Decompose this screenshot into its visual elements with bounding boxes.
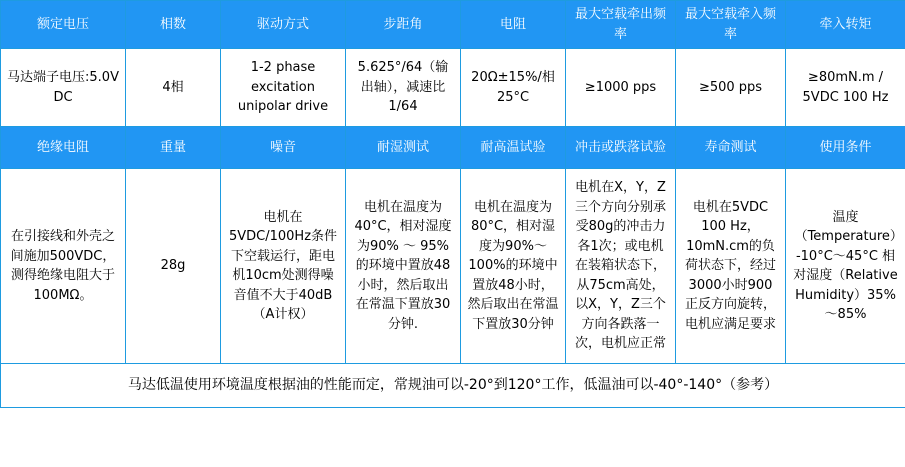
header-high-temperature-test (461, 127, 566, 169)
header-weight (126, 127, 221, 169)
header-noise (221, 127, 346, 169)
value-cell-text: 温度（Temperature）-10°C～45°C 相对湿度（Relative Humidity）35%～85% (793, 209, 898, 322)
header-cell-text: 驱动方式 (256, 16, 309, 32)
header-step-angle (346, 1, 461, 49)
header-cell-text: 冲击或跌落试验 (574, 139, 666, 155)
header-resistance (461, 1, 566, 49)
value-shock-drop-test (566, 169, 676, 364)
header-cell-text: 重量 (159, 139, 186, 155)
value-high-temperature-test (461, 169, 566, 364)
value-cell-text: 20Ω±15%/相 25°C (471, 70, 555, 105)
header-pullin-torque (786, 1, 905, 49)
header-shock-drop-test (566, 127, 676, 169)
value-max-pullin-frequency (676, 49, 786, 127)
value-cell-text: 马达端子电压:5.0V DC (7, 70, 119, 105)
header-cell-text: 牵入转矩 (819, 16, 872, 32)
header-cell-text: 寿命测试 (704, 139, 757, 155)
header-cell-text: 噪音 (269, 139, 296, 155)
header-operating-conditions (786, 127, 905, 169)
header-life-test (676, 127, 786, 169)
value-operating-conditions (786, 169, 905, 364)
header-cell-text: 使用条件 (819, 139, 872, 155)
value-humidity-test (346, 169, 461, 364)
header-cell-text: 额定电压 (36, 16, 89, 32)
header-insulation-resistance (1, 127, 126, 169)
header-cell-text: 步距角 (383, 16, 423, 32)
header-cell-text: 电阻 (499, 16, 526, 32)
header-cell-text: 相数 (159, 16, 186, 32)
table-header-row-1 (1, 1, 905, 49)
value-cell-text: 电机在5VDC 100 Hz，10mN.cm的负荷状态下，经过3000小时900 正反方向旋转，电机应满足要求 (684, 199, 776, 332)
value-cell-text: 5.625°/64（输出轴），减速比1/64 (357, 60, 449, 115)
value-cell-text: 1-2 phase excitation unipolar drive (237, 60, 329, 115)
header-humidity-test (346, 127, 461, 169)
value-cell-text: 28g (160, 258, 186, 274)
value-pullin-torque (786, 49, 905, 127)
value-step-angle (346, 49, 461, 127)
header-max-pullout-frequency (566, 1, 676, 49)
value-rated-voltage (1, 49, 126, 127)
table-footer-row (1, 364, 905, 408)
footer-note (1, 364, 905, 408)
value-phase-count (126, 49, 221, 127)
value-resistance (461, 49, 566, 127)
header-cell-text: 绝缘电阻 (36, 139, 89, 155)
header-cell-text: 最大空载牵入频率 (684, 7, 776, 42)
header-phase-count (126, 1, 221, 49)
footer-note-text: 马达低温使用环境温度根据油的性能而定，常规油可以-20°到120°工作，低温油可以-40°-140°（参考） (127, 377, 779, 393)
value-cell-text: ≥1000 pps (584, 79, 657, 95)
table-header-row-2 (1, 127, 905, 169)
value-insulation-resistance (1, 169, 126, 364)
value-noise (221, 169, 346, 364)
header-rated-voltage (1, 1, 126, 49)
header-cell-text: 耐湿测试 (376, 139, 429, 155)
value-max-pullout-frequency (566, 49, 676, 127)
value-life-test (676, 169, 786, 364)
header-cell-text: 最大空载牵出频率 (574, 7, 666, 42)
value-cell-text: 电机在5VDC/100Hz条件下空载运行，距电机10cm处测得噪音值不大于40dB（A计权） (228, 209, 338, 322)
header-max-pullin-frequency (676, 1, 786, 49)
value-cell-text: ≥80mN.m / 5VDC 100 Hz (802, 70, 889, 105)
value-weight (126, 169, 221, 364)
table-value-row-1 (1, 49, 905, 127)
value-cell-text: 4相 (162, 79, 184, 95)
value-cell-text: 在引接线和外壳之间施加500VDC，测得绝缘电阻大于100MΩ。 (10, 229, 116, 303)
value-cell-text: 电机在温度为40°C，相对湿度为90% ～ 95%的环境中置放48小时，然后取出在常温下置放30分钟. (354, 199, 452, 332)
table-value-row-2 (1, 169, 905, 364)
value-cell-text: 电机在X，Y，Z三个方向分别承受80g的冲击力各1次；或电机在装箱状态下，从75cm高处，以X，Y，Z三个方向各跌落一次，电机应正常 (574, 180, 666, 352)
value-cell-text: ≥500 pps (698, 79, 763, 95)
value-cell-text: 电机在温度为80°C，相对湿度为90%～100%的环境中置放48小时，然后取出在常温下置放30分钟 (467, 199, 559, 332)
value-drive-mode (221, 49, 346, 127)
header-drive-mode (221, 1, 346, 49)
header-cell-text: 耐高温试验 (480, 139, 546, 155)
